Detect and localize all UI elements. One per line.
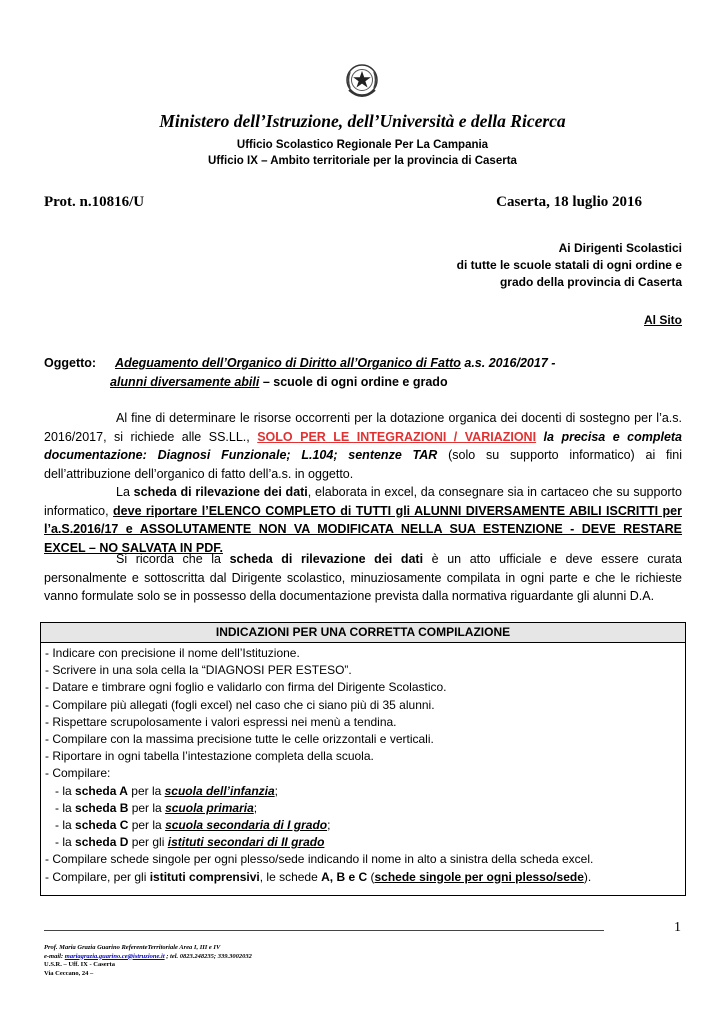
instruction-subitem xyxy=(45,817,685,834)
school-type: scuola secondaria di I grado xyxy=(165,818,328,833)
text: per gli xyxy=(128,835,168,850)
emphasis: scheda di rilevazione dei dati xyxy=(133,485,308,499)
emphasis-underline: schede singole per ogni plesso/sede xyxy=(374,869,584,884)
text: per la xyxy=(128,800,166,815)
instruction-item: - Indicare con precisione il nome dell’Istituzione. xyxy=(45,646,300,660)
instruction-item: - Datare e timbrare ogni foglio e validarlo con firma del Dirigente Scolastico. xyxy=(45,680,447,695)
footer-divider xyxy=(44,930,604,931)
instruction-subitem xyxy=(45,834,685,851)
instructions-box xyxy=(40,622,686,896)
text: - Compilare, per gli xyxy=(45,869,150,884)
scheda-label: scheda D xyxy=(75,835,129,850)
school-type: istituti secondari di II grado xyxy=(167,835,325,850)
scheda-label: scheda A xyxy=(75,783,128,798)
text: è un atto ufficiale e deve essere curata personalmente e sottoscritta dal Dirigente scolastico, minuziosamente compilata in ogni parte e che le richieste vanno formulate solo se in possesso della documentazione prevista dalla normativa riguardante gli alunni D.A. xyxy=(44,552,682,604)
instruction-item xyxy=(45,869,685,886)
emphasis-underline: deve riportare l’ELENCO COMPLETO di TUTTI gli ALUNNI DIVERSAMENTE ABILI ISCRITTI per l’a.S.2016/17 e ASSOLUTAMENTE NON VA MODIFICATA NELLA SUA ESTENZIONE - DEVE RESTARE EXCEL – NO SALVATA IN PDF. xyxy=(44,503,682,555)
text: Si ricorda che la xyxy=(116,552,230,566)
text: e-mail: xyxy=(44,952,65,960)
instructions-title: INDICAZIONI PER UNA CORRETTA COMPILAZIONE xyxy=(41,623,685,643)
instruction-item: - Scrivere in una sola cella la “DIAGNOSI PER ESTESO”. xyxy=(45,663,352,678)
text: , elaborata in excel, da consegnare sia in cartaceo che su supporto informatico, xyxy=(44,485,682,518)
footer-block xyxy=(44,944,252,978)
instruction-subitem xyxy=(45,800,685,817)
instruction-item: - Compilare più allegati (fogli excel) nel caso che ci siano più di 35 alunni. xyxy=(45,697,435,712)
paragraph-2 xyxy=(44,483,682,557)
text: - la xyxy=(55,835,76,850)
instruction-item: - Rispettare scrupolosamente i valori espressi nei menù a tendina. xyxy=(45,714,397,729)
text: Al fine di determinare le risorse occorrenti per la dotazione organica dei docenti di sostegno per l’a.s. 2016/2017, si richiede alle SS.LL., xyxy=(44,411,682,444)
place-date: Caserta, 18 luglio 2016 xyxy=(496,194,642,210)
text: ( xyxy=(367,869,375,884)
text: - la xyxy=(55,818,76,833)
emphasis: la precisa e completa documentazione: Diagnosi Funzionale; L.104; sentenze TAR xyxy=(44,429,683,463)
scheda-label: scheda C xyxy=(75,818,129,833)
regional-office: Ufficio Scolastico Regionale Per La Campania xyxy=(236,139,489,151)
instruction-item: - Riportare in ogni tabella l’intestazione completa della scuola. xyxy=(45,749,374,764)
emphasis: A, B e C xyxy=(321,869,368,884)
subject-label: Oggetto: xyxy=(44,356,97,370)
subject-scope: – scuole di ogni ordine e grado xyxy=(259,375,448,389)
emphasis: scheda di rilevazione dei dati xyxy=(229,552,424,566)
footer-contacts xyxy=(44,953,252,962)
scheda-label: scheda B xyxy=(75,800,129,815)
instruction-item: - Compilare: xyxy=(45,766,111,781)
addressee-line: grado della provincia di Caserta xyxy=(499,275,682,289)
instruction-item: - Compilare schede singole per ogni plesso/sede indicando il nome in alto a sinistra della scheda excel. xyxy=(45,852,594,867)
text: ; tel. 0823.248235; 339.3002032 xyxy=(164,952,252,960)
footer-referent: Prof. Maria Grazia Guarino ReferenteTerritoriale Area I, III e IV xyxy=(44,944,221,951)
text: (solo su supporto informatico) ai fini dell’attribuzione dell’organico di fatto dell’a.s. in oggetto. xyxy=(44,448,682,481)
subject-year: a.s. 2016/2017 - xyxy=(460,356,556,370)
footer-address: Via Ceccano, 24 – xyxy=(44,969,94,977)
subject-block xyxy=(44,354,684,392)
site-addressee: Al Sito xyxy=(644,313,682,327)
text: La xyxy=(116,485,134,499)
text: ; xyxy=(253,800,258,815)
text: ). xyxy=(583,869,592,884)
instruction-subitem xyxy=(45,783,685,800)
ministry-title: Ministero dell’Istruzione, dell’Università e della Ricerca xyxy=(159,111,566,131)
text: - la xyxy=(55,800,76,815)
text: ; xyxy=(274,783,278,798)
provincial-office: Ufficio IX – Ambito territoriale per la provincia di Caserta xyxy=(208,155,517,167)
text: ; xyxy=(327,818,331,833)
highlight-red: SOLO PER LE INTEGRAZIONI / VARIAZIONI xyxy=(257,429,537,444)
page-number: 1 xyxy=(674,920,681,935)
paragraph-3 xyxy=(44,550,682,606)
paragraph-1 xyxy=(44,409,682,483)
footer-office: U.S.R. – Uff. IX - Caserta xyxy=(44,961,115,968)
text: , le schede xyxy=(259,869,322,884)
text: - la xyxy=(55,783,76,798)
school-type: scuola dell’infanzia xyxy=(164,783,275,798)
addressee-line: di tutte le scuole statali di ogni ordine e xyxy=(456,258,682,272)
republic-emblem-icon xyxy=(344,62,380,100)
protocol-number: Prot. n.10816/U xyxy=(44,194,145,210)
email-link[interactable]: mariagrazia.guarino.ce@istruzione.it xyxy=(64,952,165,960)
subject-title: Adeguamento dell’Organico di Diritto all’Organico di Fatto xyxy=(115,356,461,370)
text: per la xyxy=(128,818,166,833)
addressee-line: Ai Dirigenti Scolastici xyxy=(558,241,682,255)
school-type: scuola primaria xyxy=(165,800,254,815)
text: per la xyxy=(127,783,165,798)
instruction-item: - Compilare con la massima precisione tutte le celle orizzontali e verticali. xyxy=(45,732,434,747)
emphasis: istituti comprensivi xyxy=(149,869,260,884)
subject-students: alunni diversamente abili xyxy=(110,375,260,389)
addressee-block xyxy=(457,240,682,291)
